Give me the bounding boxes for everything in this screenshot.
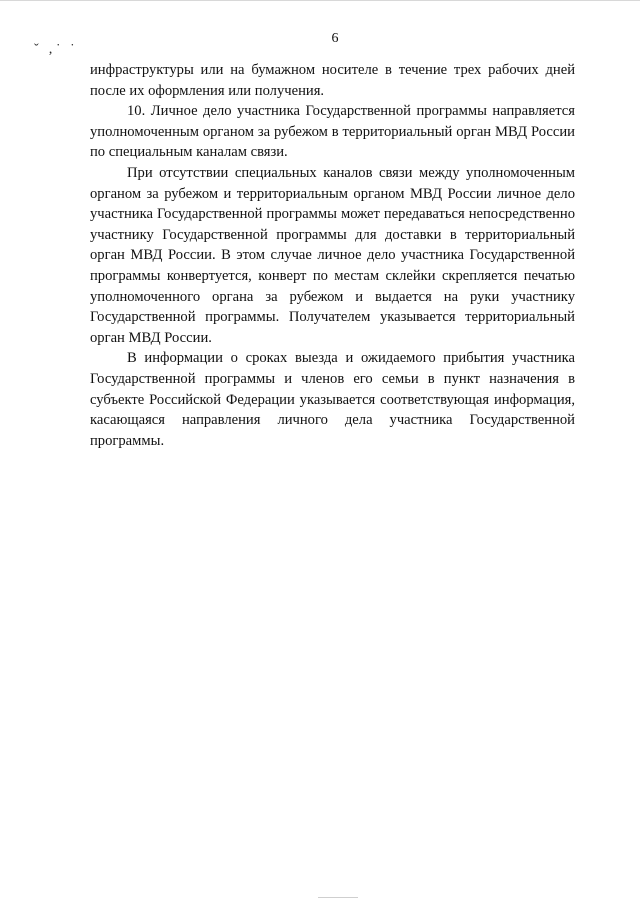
paragraph-departure-info: В информации о сроках выезда и ожидаемого прибытия участника Государственной программы и членов его семьи в пункт назначения в субъекте Российской Федерации указывается соответствующая информация, касающаяся направления личного дела участника Государственной программы.: [90, 350, 575, 449]
page-number: 6: [331, 31, 339, 46]
page-bottom-edge-mark: [318, 897, 358, 898]
paragraph-item-10: 10. Личное дело участника Государственной программы направляется уполномоченным органом за рубежом в территориальный орган МВД России по специальным каналам связи.: [90, 103, 575, 161]
page-top-edge: [0, 0, 640, 1]
paragraph-no-special-channels: При отсутствии специальных каналов связи между уполномоченным органом за рубежом и территориальным органом МВД России личное дело участника Государственной программы может передаваться непосредственно участнику Государственной программы для доставки в территориальный орган МВД России. В этом случае личное дело участника Государственной программы конвертуется, конверт по местам склейки скрепляется печатью уполномоченного органа за рубежом и выдается на руки участнику Государственной программы. Получателем указывается территориальный орган МВД России.: [90, 164, 575, 346]
scan-artifact-marks: ˇ ‚˙ ˙: [34, 42, 78, 57]
document-body: [90, 60, 575, 451]
paragraph-continuation: инфраструктуры или на бумажном носителе в течение трех рабочих дней после их оформления или получения.: [90, 62, 575, 99]
